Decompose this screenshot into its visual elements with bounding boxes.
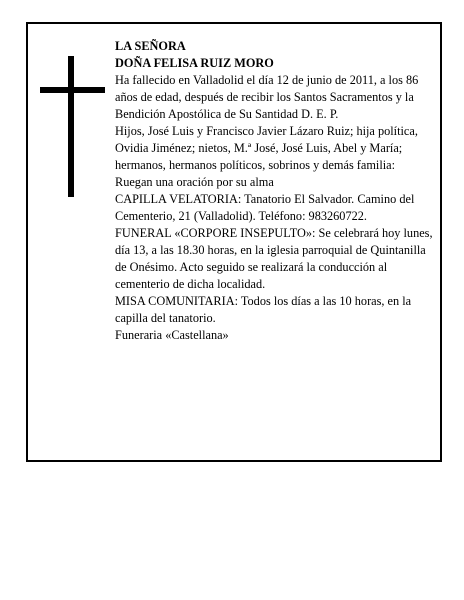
notice-title: LA SEÑORA	[115, 39, 186, 53]
chapel-info: CAPILLA VELATORIA: Tanatorio El Salvador. Camino del Cementerio, 21 (Valladolid). Teléfono: 983260722.	[115, 192, 415, 223]
cross-vertical-bar	[68, 56, 74, 197]
cross-horizontal-bar	[40, 87, 105, 93]
family-list: Hijos, José Luis y Francisco Javier Lázaro Ruiz; hija política, Ovidia Jiménez; nietos, M.ª José, José Luis, Abel y María; hermanos, hermanos políticos, sobrinos y demás familia:	[115, 124, 418, 172]
prayer-request: Ruegan una oración por su alma	[115, 175, 274, 189]
obituary-notice	[26, 22, 442, 462]
notice-text	[115, 38, 433, 344]
mass-info: MISA COMUNITARIA: Todos los días a las 10 horas, en la capilla del tanatorio.	[115, 294, 412, 325]
deceased-name: DOÑA FELISA RUIZ MORO	[115, 56, 274, 70]
funeral-info: FUNERAL «CORPORE INSEPULTO»: Se celebrará hoy lunes, día 13, a las 18.30 horas, en la iglesia parroquial de Quintanilla de Onésimo. Acto seguido se realizará la conducción al cementerio de dicha localidad.	[115, 226, 433, 291]
death-announcement: Ha fallecido en Valladolid el día 12 de junio de 2011, a los 86 años de edad, después de recibir los Santos Sacramentos y la Bendición Apostólica de Su Santidad D. E. P.	[115, 73, 419, 121]
funeral-home: Funeraria «Castellana»	[115, 328, 229, 342]
